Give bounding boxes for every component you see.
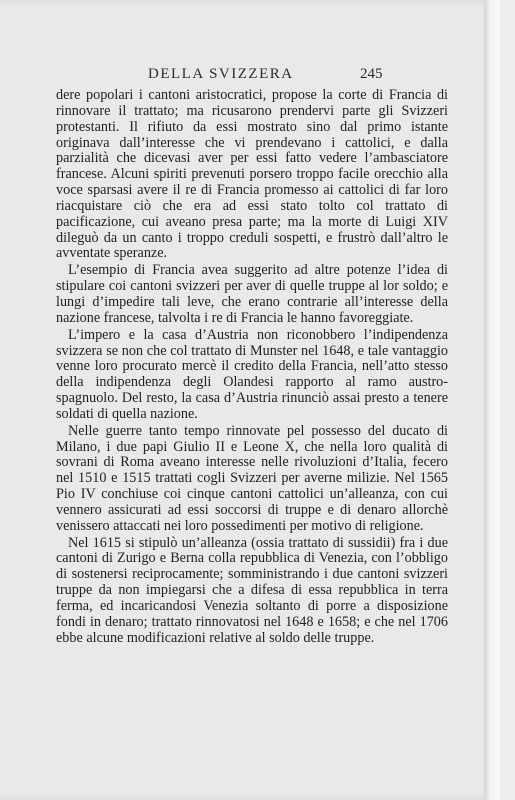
paragraph-5: Nel 1615 si stipulò un’alleanza (ossia trattato di sussidii) fra i due cantoni di Zurigo e Berna colla repubblica di Venezia, con l’obbligo di sostenersi reciprocamente; somministrando i due cantoni svizzeri truppe da non impiegarsi che a difesa di essa repubblica in terra ferma, ed incaricandosi Venezia soltanto di porre a disposizione fondi in denaro; trattato rinnovatosi nel 1648 e 1658; e che nel 1706 ebbe alcune modificazioni relative al soldo delle truppe. — [56, 534, 448, 646]
paragraph-3: L’impero e la casa d’Austria non riconobbero l’indipendenza svizzera se non che col trattato di Munster nel 1648, e tale vantaggio venne loro procurato mercè il credito della Francia, nell’atto stesso della indipendenza degli Olandesi rapporto al ramo austro-spagnuolo. Del resto, la casa d’Austria rinunciò assai presto a tenere soldati di quella nazione. — [56, 326, 448, 422]
page-header — [148, 66, 388, 86]
page-number: 245 — [360, 66, 383, 82]
paragraph-1: dere popolari i cantoni aristocratici, propose la corte di Francia di rinnovare il trattato; ma ricusarono prendervi parte gli Svizzeri protestanti. Il rifiuto da essi mostrato sino dal primo istante originava dall’interesse che vi prendevano i cattolici, e dalla parzialità che dicevasi aver per essi fatto vedere l’ambasciatore francese. Alcuni spiriti prevenuti porsero troppo facile orecchio alla voce sparsasi avere il re di Francia promesso ai cattolici di far loro riacquistare ciò che era ad essi stato tolto col trattato di pacificazione, cui aveano presa parte; ma la morte di Luigi XIV dileguò da un canto i troppo creduli sospetti, e frustrò dall’altro le avventate speranze. — [56, 87, 448, 262]
paragraph-2: L’esempio di Francia avea suggerito ad altre potenze l’idea di stipulare coi cantoni svizzeri per aver di quelle truppe al lor soldo; e lungi d’impedire tali leve, che erano contrarie all’interesse della nazione francese, talvolta i re di Francia le hanno favoreggiate. — [56, 262, 448, 326]
paragraph-4: Nelle guerre tanto tempo rinnovate pel possesso del ducato di Milano, i due papi Giulio II e Leone X, che nella loro qualità di sovrani di Roma aveano interesse nelle rivoluzioni d’Italia, fecero nel 1510 e 1515 trattati cogli Svizzeri per averne milizie. Nel 1565 Pio IV conchiuse coi cinque cantoni cattolici un’alleanza, con cui vennero assicurati ad essi soccorsi di truppe e di denaro allorchè venissero attaccati nei loro possedimenti per motivo di religione. — [56, 422, 448, 534]
body-text — [56, 88, 448, 648]
page-edge — [484, 0, 500, 800]
running-title: DELLA SVIZZERA — [148, 66, 294, 82]
